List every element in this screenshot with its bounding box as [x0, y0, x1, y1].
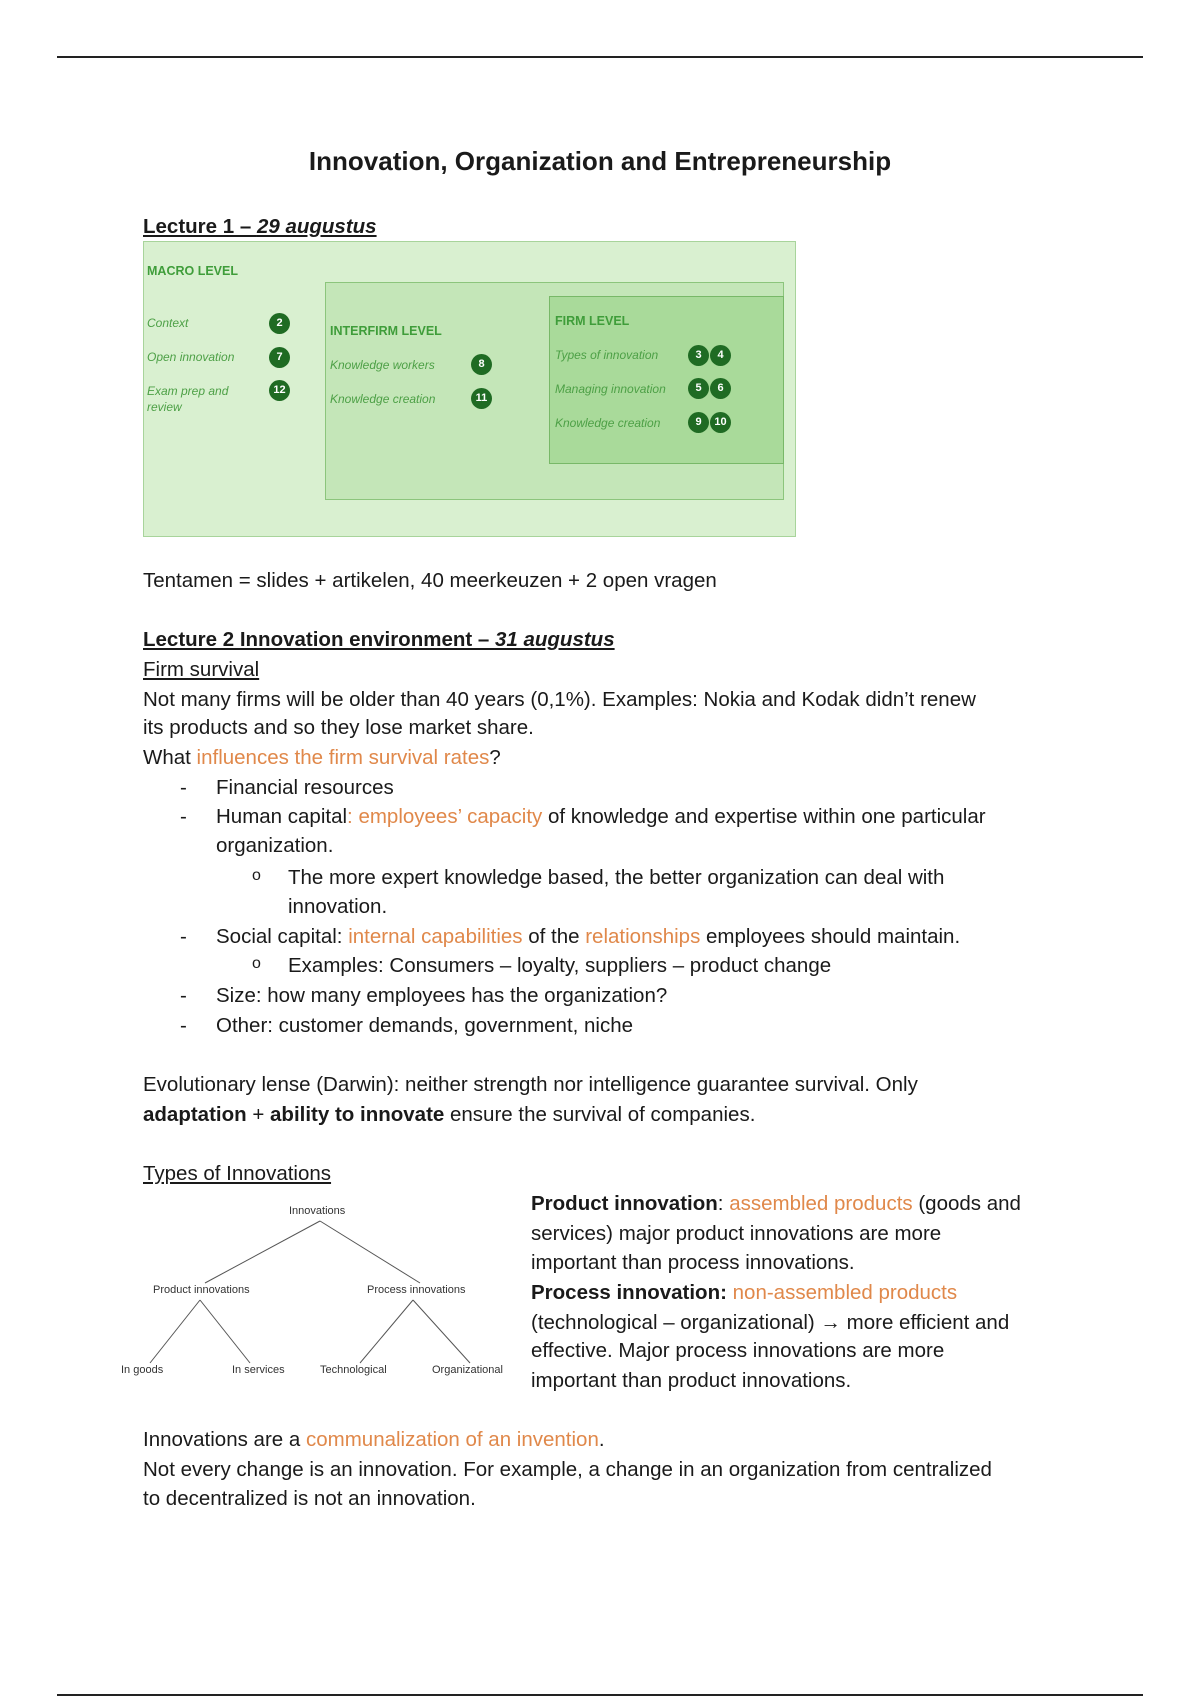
item-human-highlight: : employees’ capacity	[347, 805, 543, 828]
macro-item-context: Context	[147, 316, 189, 330]
tree-leaf-technological: Technological	[320, 1364, 387, 1376]
tree-leaf-goods: In goods	[121, 1364, 164, 1376]
item-social-highlight1: internal capabilities	[348, 925, 523, 948]
list-dash: -	[180, 805, 187, 828]
list-dash: -	[180, 776, 187, 799]
process-innovation-highlight: non-assembled products	[732, 1281, 958, 1304]
top-rule	[57, 56, 1143, 58]
interfirm-level-label: INTERFIRM LEVEL	[330, 324, 442, 338]
sub-examples: Examples: Consumers – loyalty, suppliers – product change	[288, 954, 832, 977]
tree-root-label: Innovations	[289, 1205, 346, 1217]
item-financial: Financial resources	[216, 776, 394, 799]
list-dash: -	[180, 984, 187, 1007]
product-innovation-line2: services) major product innovations are more	[531, 1222, 942, 1245]
closing-highlight: communalization of an invention	[305, 1428, 599, 1451]
item-human-line2: organization.	[216, 834, 334, 857]
lecture-number-badge: 12	[269, 380, 290, 401]
process-innovation-line3: effective. Major process innovations are more	[531, 1339, 945, 1362]
plus-sign: +	[246, 1103, 271, 1126]
page-title: Innovation, Organization and Entrepreneurship	[308, 146, 892, 176]
adaptation-term: adaptation	[143, 1103, 247, 1126]
survival-question-highlight: influences the firm survival rates	[196, 746, 490, 769]
lecture1-date: 29 augustus	[256, 215, 377, 238]
tree-process-label: Process innovations	[367, 1284, 466, 1296]
closing-line2: Not every change is an innovation. For example, a change in an organization from centralized	[143, 1458, 992, 1481]
list-dash: -	[180, 925, 187, 948]
macro-item-exam-prep: Exam prep and review	[147, 384, 229, 414]
firm-item-types-of-innovation: Types of innovation	[555, 348, 659, 362]
lecture-number-badge: 11	[471, 388, 492, 409]
evolution-line2-post: ensure the survival of companies.	[444, 1103, 756, 1126]
sub-bullet: o	[252, 955, 261, 972]
firm-survival-heading: Firm survival	[143, 658, 260, 681]
product-innovation-highlight: assembled products	[729, 1192, 913, 1215]
interfirm-item-knowledge-creation: Knowledge creation	[330, 392, 436, 406]
lecture-number-badge: 8	[471, 354, 492, 375]
closing-line3: to decentralized is not an innovation.	[143, 1487, 476, 1510]
lecture-number-badge: 4	[710, 345, 731, 366]
item-social-capital	[216, 922, 960, 951]
tentamen-note: Tentamen = slides + artikelen, 40 meerkeuzen + 2 open vragen	[143, 569, 717, 592]
lecture-number-badge: 7	[269, 347, 290, 368]
lecture2-date: 31 augustus	[494, 628, 615, 651]
evolution-line1: Evolutionary lense (Darwin): neither strength nor intelligence guarantee survival. Only	[143, 1073, 918, 1096]
tree-product-label: Product innovations	[153, 1284, 250, 1296]
product-innovation-label: Product innovation	[531, 1192, 718, 1215]
firm-level-label: FIRM LEVEL	[555, 314, 630, 328]
product-line1-post: (goods and	[912, 1192, 1021, 1215]
firm-survival-para-line2: its products and so they lose market share.	[143, 716, 534, 739]
item-other: Other: customer demands, government, niche	[216, 1014, 634, 1037]
process-innovation-line4: important than product innovations.	[531, 1369, 852, 1392]
lecture1-heading-text: Lecture 1 –	[143, 215, 257, 238]
bottom-rule	[57, 1694, 1143, 1696]
product-colon: :	[717, 1192, 730, 1215]
list-dash: -	[180, 1014, 187, 1037]
tree-edge	[413, 1300, 470, 1363]
interfirm-item-knowledge-workers: Knowledge workers	[330, 358, 435, 372]
firm-survival-para-line1: Not many firms will be older than 40 years (0,1%). Examples: Nokia and Kodak didn’t renew	[143, 688, 976, 711]
lecture2-heading	[143, 625, 615, 654]
lecture1-heading	[143, 212, 377, 241]
item-social-post: employees should maintain.	[700, 925, 961, 948]
macro-level-label: MACRO LEVEL	[147, 264, 238, 278]
sub-expert-line2: innovation.	[288, 895, 388, 918]
lecture2-heading-text: Lecture 2 Innovation environment –	[143, 628, 495, 651]
item-social-pre: Social capital:	[216, 925, 349, 948]
process-innovation-label: Process innovation:	[531, 1281, 727, 1304]
tree-edge	[205, 1221, 320, 1283]
lecture-number-badge: 5	[688, 378, 709, 399]
survival-question-post: ?	[489, 746, 501, 769]
tree-edge	[360, 1300, 413, 1363]
closing-line1	[143, 1425, 605, 1454]
sub-bullet: o	[252, 867, 261, 884]
tree-edge	[200, 1300, 250, 1363]
tree-edge	[320, 1221, 420, 1283]
process-innovation-line2: (technological – organizational) → more efficient and	[531, 1311, 1010, 1334]
macro-item-open-innovation: Open innovation	[147, 350, 235, 364]
item-human-pre: Human capital	[216, 805, 348, 828]
types-heading: Types of Innovations	[143, 1162, 332, 1185]
process-innovation-line1	[531, 1278, 957, 1307]
evolution-line2	[143, 1100, 755, 1129]
lecture-number-badge: 2	[269, 313, 290, 334]
firm-item-managing-innovation: Managing innovation	[555, 382, 666, 396]
survival-question-pre: What	[143, 746, 197, 769]
closing-post: .	[598, 1428, 605, 1451]
firm-item-knowledge-creation: Knowledge creation	[555, 416, 661, 430]
lecture-number-badge: 10	[710, 412, 731, 433]
lecture-number-badge: 9	[688, 412, 709, 433]
ability-term: ability to innovate	[270, 1103, 445, 1126]
item-human-post: of knowledge and expertise within one particular	[542, 805, 986, 828]
item-size: Size: how many employees has the organization?	[216, 984, 668, 1007]
lecture-number-badge: 6	[710, 378, 731, 399]
sub-expert-line1: The more expert knowledge based, the better organization can deal with	[288, 866, 945, 889]
survival-question	[143, 743, 501, 772]
item-human-capital	[216, 802, 986, 831]
tree-leaf-organizational: Organizational	[432, 1364, 503, 1376]
product-innovation-line1	[531, 1189, 1021, 1218]
item-social-mid: of the	[522, 925, 586, 948]
tree-leaf-services: In services	[232, 1364, 285, 1376]
closing-pre: Innovations are a	[143, 1428, 306, 1451]
product-innovation-line3: important than process innovations.	[531, 1251, 855, 1274]
lecture-number-badge: 3	[688, 345, 709, 366]
item-social-highlight2: relationships	[585, 925, 701, 948]
tree-edge	[150, 1300, 200, 1363]
